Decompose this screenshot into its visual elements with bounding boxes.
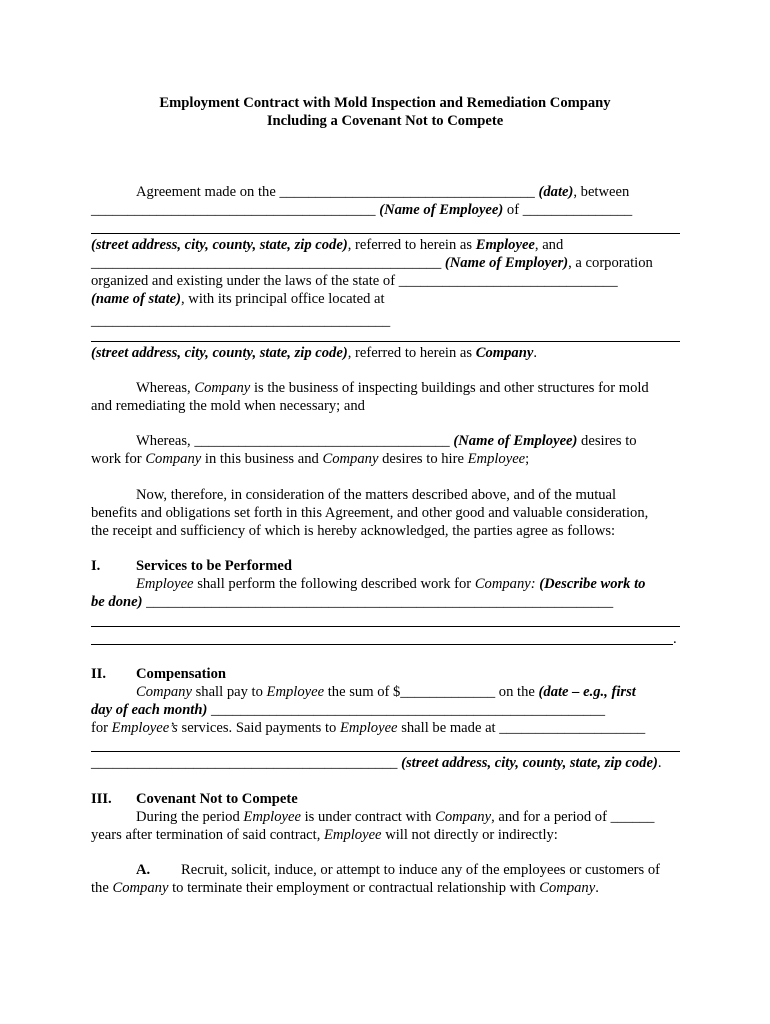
section-3-a-line-2: the Company to terminate their employment or contractual relationship with Company. — [91, 880, 599, 896]
blank-rule — [91, 341, 680, 342]
blank-rule — [91, 233, 680, 234]
section-1-heading: I. Services to be Performed — [91, 558, 293, 574]
section-3-line-1: During the period Employee is under contract with Company, and for a period of ______ — [136, 809, 655, 825]
intro-line-7: _________________________________________ — [91, 313, 391, 329]
blank-rule — [91, 626, 680, 627]
section-1-end-period: . — [673, 631, 677, 647]
whereas-1-line-1: Whereas, Company is the business of inspecting buildings and other structures for mold — [136, 380, 649, 396]
title-line-1: Employment Contract with Mold Inspection and Remediation Company — [159, 95, 611, 111]
blank-rule — [91, 751, 680, 752]
intro-line-2: _______________________________________ (Name of Employee) of _______________ — [91, 202, 633, 218]
section-2-line-3: for Employee’s services. Said payments to Employee shall be made at ____________________ — [91, 720, 646, 736]
section-2-heading: II. Compensation — [91, 666, 227, 682]
section-1-line-1: Employee shall perform the following described work for Company: (Describe work to — [136, 576, 646, 592]
title-line-2: Including a Covenant Not to Compete — [266, 113, 504, 129]
section-3-a-line-1: A. Recruit, solicit, induce, or attempt to induce any of the employees or customers of — [136, 862, 661, 878]
section-3-heading: III. Covenant Not to Compete — [91, 791, 298, 807]
now-therefore-line-2: benefits and obligations set forth in this Agreement, and other good and valuable consideration, — [91, 505, 649, 521]
section-2-line-2: day of each month) ______________________________________________________ — [91, 702, 606, 718]
section-1-line-2: be done) ________________________________________________________________ — [91, 594, 614, 610]
whereas-2-line-1: Whereas, ___________________________________ (Name of Employee) desires to — [136, 433, 637, 449]
now-therefore-line-1: Now, therefore, in consideration of the matters described above, and of the mutual — [136, 487, 617, 503]
intro-line-6: (name of state), with its principal office located at — [91, 291, 385, 307]
section-2-line-4: __________________________________________ (street address, city, county, state, zip code). — [91, 755, 662, 771]
intro-line-5: organized and existing under the laws of the state of ______________________________ — [91, 273, 618, 289]
intro-line-4: ________________________________________________ (Name of Employer), a corporation — [91, 255, 653, 271]
intro-line-1: Agreement made on the ___________________________________ (date), between — [136, 184, 630, 200]
whereas-1-line-2: and remediating the mold when necessary; and — [91, 398, 365, 414]
intro-line-8: (street address, city, county, state, zip code), referred to herein as Company. — [91, 345, 537, 361]
section-3-line-2: years after termination of said contract, Employee will not directly or indirectly: — [91, 827, 558, 843]
blank-rule — [91, 644, 673, 645]
whereas-2-line-2: work for Company in this business and Company desires to hire Employee; — [91, 451, 530, 467]
section-2-line-1: Company shall pay to Employee the sum of $_____________ on the (date – e.g., first — [136, 684, 636, 700]
now-therefore-line-3: the receipt and sufficiency of which is hereby acknowledged, the parties agree as follows: — [91, 523, 616, 539]
intro-line-3: (street address, city, county, state, zip code), referred to herein as Employee, and — [91, 237, 564, 253]
